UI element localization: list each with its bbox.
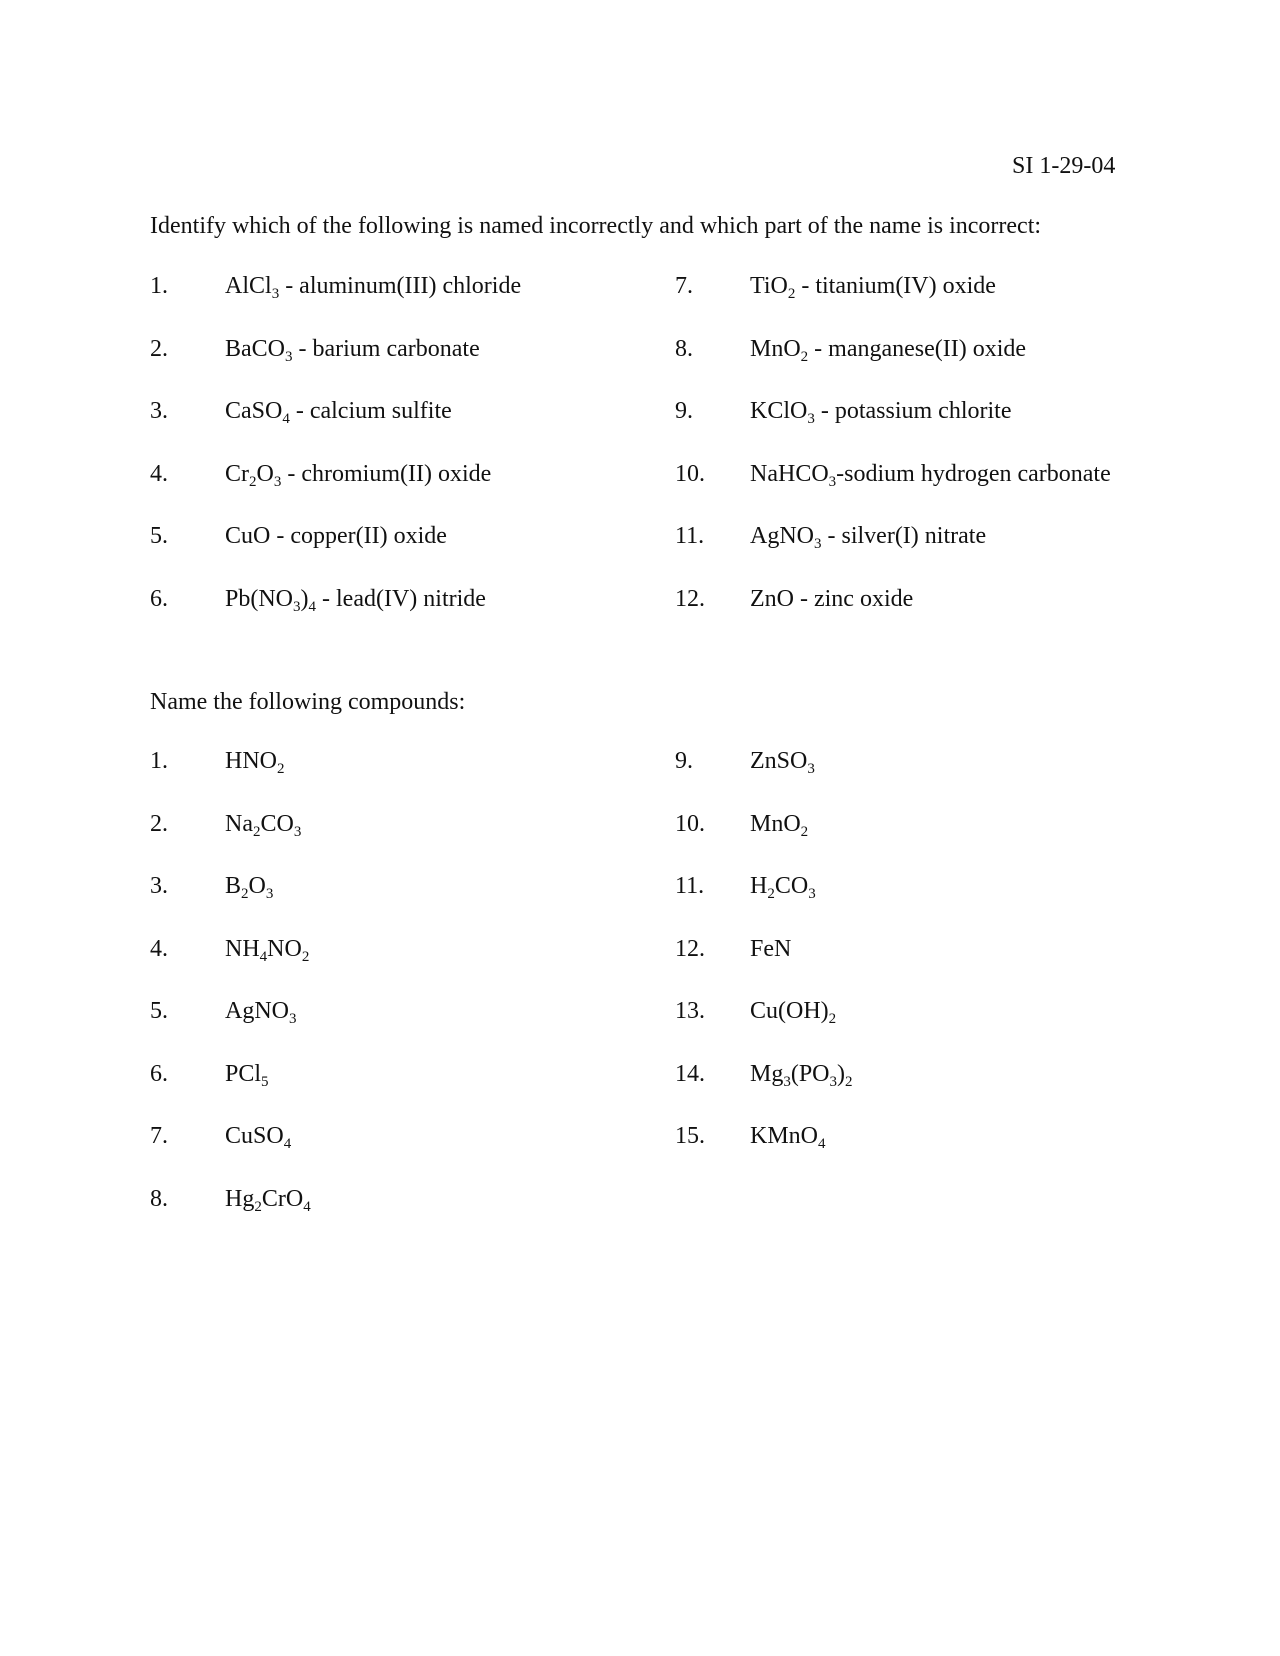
section1-right-item-number: 12. (675, 585, 705, 612)
subscript: 2 (800, 823, 809, 840)
subscript: 3 (829, 1073, 838, 1090)
section2-left-item-number: 3. (150, 873, 168, 899)
subscript: 3 (814, 536, 822, 552)
section1-left-item-text: $Cr_2O_3$ - chromium(II) oxide (225, 460, 492, 490)
subscript: 3 (265, 886, 274, 902)
section2-left-item-text: PCl$_5$ (225, 1060, 269, 1090)
section2-right-item-number: 13. (675, 998, 705, 1024)
subscript: 2 (249, 473, 257, 490)
subscript: 4 (818, 1136, 826, 1152)
section1-left-item-number: 5. (150, 523, 168, 549)
section2-left-item-text: $HNO_2$ (225, 748, 285, 777)
section1-left-item-number: 3. (150, 398, 168, 424)
section2-heading: Name the following compounds: (150, 689, 466, 715)
subscript: 2 (767, 886, 775, 902)
subscript: 5 (261, 1073, 269, 1090)
section2-left-item-number: 4. (150, 935, 168, 962)
section2-left-item-text: $NH_4NO_2$ (225, 935, 310, 965)
section1-left-item-text: $Pb(NO_3)_4$ - lead(IV) nitride (225, 585, 486, 615)
section1-right-item-text: KClO$_3$ - potassium chlorite (750, 398, 1012, 427)
section1-left-item-number: 1. (150, 273, 168, 299)
section2-right-item-text: $Cu(OH)_2$ (750, 998, 837, 1027)
section2-left-item-text: $Na_2CO_3$ (225, 810, 302, 840)
subscript: 3 (289, 1011, 297, 1027)
section1-right-item-number: 9. (675, 398, 693, 424)
section1-left-item-text: BaCO$_3$ - barium carbonate (225, 335, 480, 365)
section1-right-item-number: 7. (675, 273, 693, 299)
section1-right-item-number: 11. (675, 523, 705, 549)
section1-right-item-text: TiO$_2$ - titanium(IV) oxide (750, 273, 996, 302)
section2-right-item-text: ZnSO$_3$ (750, 748, 815, 777)
section2-right-item-text: FeN (750, 935, 792, 962)
section1-right-item-number: 8. (675, 335, 693, 362)
section2-right-item-text: $H_2CO_3$ (750, 873, 816, 902)
section2-left-item-text: AgNO$_3$ (225, 998, 297, 1027)
subscript: 3 (271, 286, 280, 302)
subscript: 2 (800, 348, 809, 365)
subscript: 4 (303, 1198, 311, 1215)
section2-left-item-number: 7. (150, 1123, 168, 1149)
subscript: 3 (808, 886, 816, 902)
section2-right-item-number: 11. (675, 873, 705, 899)
subscript: 4 (308, 598, 317, 615)
subscript: 3 (285, 348, 293, 365)
subscript: 3 (828, 473, 837, 490)
section2-right-item-text: KMnO$_4$ (750, 1123, 826, 1152)
subscript: 3 (293, 823, 302, 840)
section1-right-item-text: NaHCO$_3$-sodium hydrogen carbonate (750, 460, 1111, 490)
section1-right-item-text: ZnO - zinc oxide (750, 585, 914, 612)
section2-right-item-number: 15. (675, 1123, 705, 1149)
section2-left-item-number: 1. (150, 748, 168, 774)
subscript: 2 (787, 286, 796, 302)
section2-right-item-text: $Mg_3(PO_3)_2$ (750, 1060, 853, 1090)
section1-right-item-text: AgNO$_3$ - silver(I) nitrate (750, 523, 987, 552)
subscript: 3 (807, 761, 815, 777)
section1-left-item-text: CaSO$_4$ - calcium sulfite (225, 398, 452, 427)
section2-right-item-number: 10. (675, 810, 705, 837)
subscript: 3 (293, 598, 301, 615)
section2-left-item-number: 8. (150, 1185, 168, 1212)
subscript: 2 (277, 761, 285, 777)
subscript: 4 (282, 411, 290, 427)
subscript: 2 (845, 1073, 853, 1090)
section2-right-item-number: 9. (675, 748, 693, 774)
section1-left-item-number: 6. (150, 585, 168, 612)
section1-left-item-number: 4. (150, 460, 168, 487)
subscript: 3 (273, 473, 282, 490)
section1-left-item-number: 2. (150, 335, 168, 362)
section2-right-item-number: 12. (675, 935, 705, 962)
section2-left-item-text: CuSO$_4$ (225, 1123, 292, 1152)
section2-right-item-text: MnO$_2$ (750, 810, 809, 840)
subscript: 4 (283, 1136, 292, 1152)
section2-left-item-number: 2. (150, 810, 168, 837)
subscript: 3 (783, 1073, 791, 1090)
subscript: 2 (828, 1011, 837, 1027)
subscript: 2 (241, 886, 249, 902)
section1-left-item-text: CuO - copper(II) oxide (225, 523, 447, 549)
section2-left-item-text: $B_2O_3$ (225, 873, 274, 902)
subscript: 2 (301, 948, 310, 965)
section2-left-item-text: $Hg_2CrO_4$ (225, 1185, 311, 1215)
section1-left-item-text: AlCl$_3$ - aluminum(III) chloride (225, 273, 522, 302)
section2-right-item-number: 14. (675, 1060, 705, 1087)
header-date: SI 1-29-04 (1012, 153, 1116, 179)
section1-right-item-number: 10. (675, 460, 705, 487)
subscript: 2 (252, 823, 261, 840)
section1-right-item-text: MnO$_2$ - manganese(II) oxide (750, 335, 1027, 365)
subscript: 4 (259, 948, 268, 965)
subscript: 2 (254, 1198, 262, 1215)
subscript: 3 (807, 411, 815, 427)
section2-left-item-number: 6. (150, 1060, 168, 1087)
section1-heading: Identify which of the following is named incorrectly and which part of the name is incorrect: (150, 213, 1042, 239)
section2-left-item-number: 5. (150, 998, 168, 1024)
